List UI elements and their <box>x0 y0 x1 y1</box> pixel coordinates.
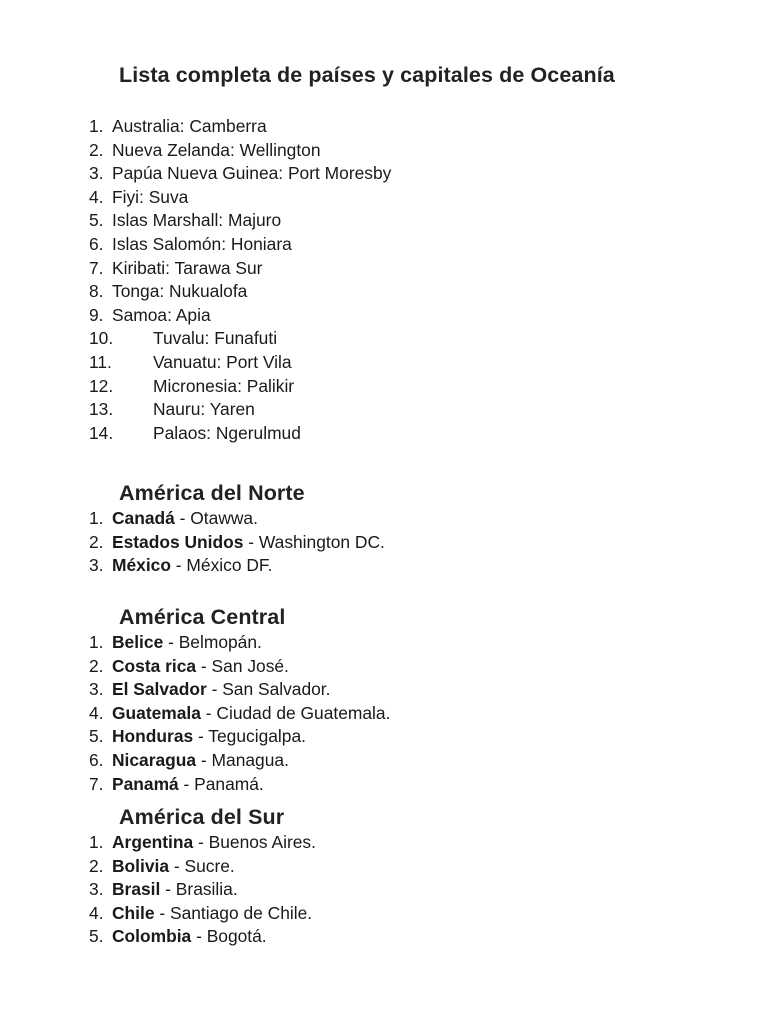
item-number: 7. <box>89 773 104 794</box>
list-item <box>0 327 768 351</box>
item-text: Nauru: Yaren <box>153 399 255 420</box>
capital-name: - Brasilia. <box>160 879 238 900</box>
item-text <box>112 678 330 702</box>
item-text: Islas Marshall: Majuro <box>112 210 282 231</box>
list-item <box>0 422 768 446</box>
item-text: Nueva Zelanda: Wellington <box>112 139 321 160</box>
item-text <box>112 773 264 797</box>
list-item <box>0 139 768 163</box>
item-number: 4. <box>89 186 104 207</box>
item-text <box>112 631 262 655</box>
country-name: Canadá <box>112 508 175 528</box>
country-name: Panamá <box>112 773 179 794</box>
item-number: 2. <box>89 655 104 676</box>
list-item <box>0 678 768 702</box>
item-number: 11. <box>89 351 112 372</box>
capital-name: - Ciudad de Guatemala. <box>200 702 391 723</box>
item-text <box>112 725 306 749</box>
country-name: Guatemala <box>112 702 201 723</box>
capital-name: - Tegucigalpa. <box>193 726 306 747</box>
country-list <box>0 115 768 445</box>
list-item <box>0 304 768 328</box>
country-name: Honduras <box>112 726 194 747</box>
item-text: Kiribati: Tarawa Sur <box>112 257 263 278</box>
item-number: 10. <box>89 328 114 349</box>
country-name: Belice <box>112 632 164 652</box>
list-item <box>0 655 768 679</box>
country-list <box>0 831 768 949</box>
country-name: Costa rica <box>112 655 197 676</box>
item-number: 1. <box>89 632 104 652</box>
list-item <box>0 902 768 926</box>
list-item <box>0 233 768 257</box>
country-name: México <box>112 555 171 576</box>
country-list <box>0 507 768 578</box>
item-text: Islas Salomón: Honiara <box>112 233 292 254</box>
list-item <box>0 375 768 399</box>
item-text <box>112 531 385 555</box>
item-text <box>112 855 235 879</box>
item-text: Tonga: Nukualofa <box>112 281 248 302</box>
list-item <box>0 749 768 773</box>
item-number: 3. <box>89 679 104 700</box>
item-number: 3. <box>89 879 104 900</box>
item-number: 5. <box>89 926 104 947</box>
item-number: 9. <box>89 304 104 325</box>
item-number: 1. <box>89 832 104 852</box>
list-item <box>0 831 768 855</box>
country-name: Argentina <box>112 832 194 852</box>
item-text <box>112 902 312 926</box>
section-title: América del Norte <box>119 481 305 505</box>
country-name: Brasil <box>112 879 161 900</box>
list-item <box>0 878 768 902</box>
list-item <box>0 209 768 233</box>
country-name: Bolivia <box>112 855 170 876</box>
item-number: 2. <box>89 139 104 160</box>
item-text: Australia: Camberra <box>112 116 267 136</box>
item-text <box>112 831 316 855</box>
item-text: Vanuatu: Port Vila <box>153 351 292 372</box>
central-america-section <box>0 604 768 796</box>
country-name: Estados Unidos <box>112 531 244 552</box>
list-item <box>0 507 768 531</box>
item-text <box>112 702 390 726</box>
list-item <box>0 702 768 726</box>
item-number: 1. <box>89 508 104 528</box>
capital-name: - Sucre. <box>169 855 235 876</box>
capital-name: - México DF. <box>170 555 273 576</box>
capital-name: - Belmopán. <box>163 632 262 652</box>
capital-name: - Bogotá. <box>191 926 267 947</box>
item-number: 7. <box>89 257 104 278</box>
south-america-section <box>0 804 768 949</box>
item-number: 2. <box>89 855 104 876</box>
item-number: 3. <box>89 555 104 576</box>
item-text: Samoa: Apia <box>112 304 211 325</box>
item-number: 5. <box>89 210 104 231</box>
item-number: 4. <box>89 902 104 923</box>
list-item <box>0 186 768 210</box>
capital-name: - San José. <box>196 655 289 676</box>
capital-name: - Washington DC. <box>243 531 385 552</box>
item-text: Tuvalu: Funafuti <box>153 328 278 349</box>
item-text: Fiyi: Suva <box>112 186 189 207</box>
item-number: 6. <box>89 233 104 254</box>
list-item <box>0 280 768 304</box>
item-text <box>112 655 289 679</box>
item-text <box>112 749 289 773</box>
section-title: América Central <box>119 605 286 629</box>
item-text <box>112 878 238 902</box>
list-item <box>0 554 768 578</box>
item-number: 12. <box>89 375 114 396</box>
oceania-section <box>0 62 768 445</box>
item-number: 13. <box>89 399 114 420</box>
country-name: Colombia <box>112 926 192 947</box>
country-name: Chile <box>112 902 155 923</box>
item-text: Palaos: Ngerulmud <box>153 422 301 443</box>
item-text <box>112 925 267 949</box>
section-title: América del Sur <box>119 805 285 829</box>
list-item <box>0 162 768 186</box>
capital-name: - Otawwa. <box>174 508 258 528</box>
list-item <box>0 855 768 879</box>
capital-name: - Buenos Aires. <box>193 832 316 852</box>
item-number: 5. <box>89 726 104 747</box>
north-america-section <box>0 480 768 578</box>
item-number: 4. <box>89 702 104 723</box>
list-item <box>0 115 768 139</box>
item-number: 14. <box>89 422 114 443</box>
item-text: Papúa Nueva Guinea: Port Moresby <box>112 163 392 184</box>
section-title: Lista completa de países y capitales de Oceanía <box>119 63 615 87</box>
item-number: 1. <box>89 116 104 136</box>
capital-name: - Panamá. <box>178 773 264 794</box>
capital-name: - Managua. <box>196 749 289 770</box>
list-item <box>0 631 768 655</box>
item-number: 6. <box>89 749 104 770</box>
country-name: El Salvador <box>112 679 207 700</box>
list-item <box>0 725 768 749</box>
list-item <box>0 773 768 797</box>
item-text <box>112 507 258 531</box>
list-item <box>0 531 768 555</box>
list-item <box>0 925 768 949</box>
list-item <box>0 351 768 375</box>
item-number: 8. <box>89 281 104 302</box>
country-list <box>0 631 768 796</box>
item-number: 3. <box>89 163 104 184</box>
capital-name: - San Salvador. <box>206 679 331 700</box>
country-name: Nicaragua <box>112 749 197 770</box>
item-text: Micronesia: Palikir <box>153 375 295 396</box>
capital-name: - Santiago de Chile. <box>154 902 313 923</box>
item-text <box>112 554 272 578</box>
list-item <box>0 398 768 422</box>
list-item <box>0 257 768 281</box>
item-number: 2. <box>89 531 104 552</box>
